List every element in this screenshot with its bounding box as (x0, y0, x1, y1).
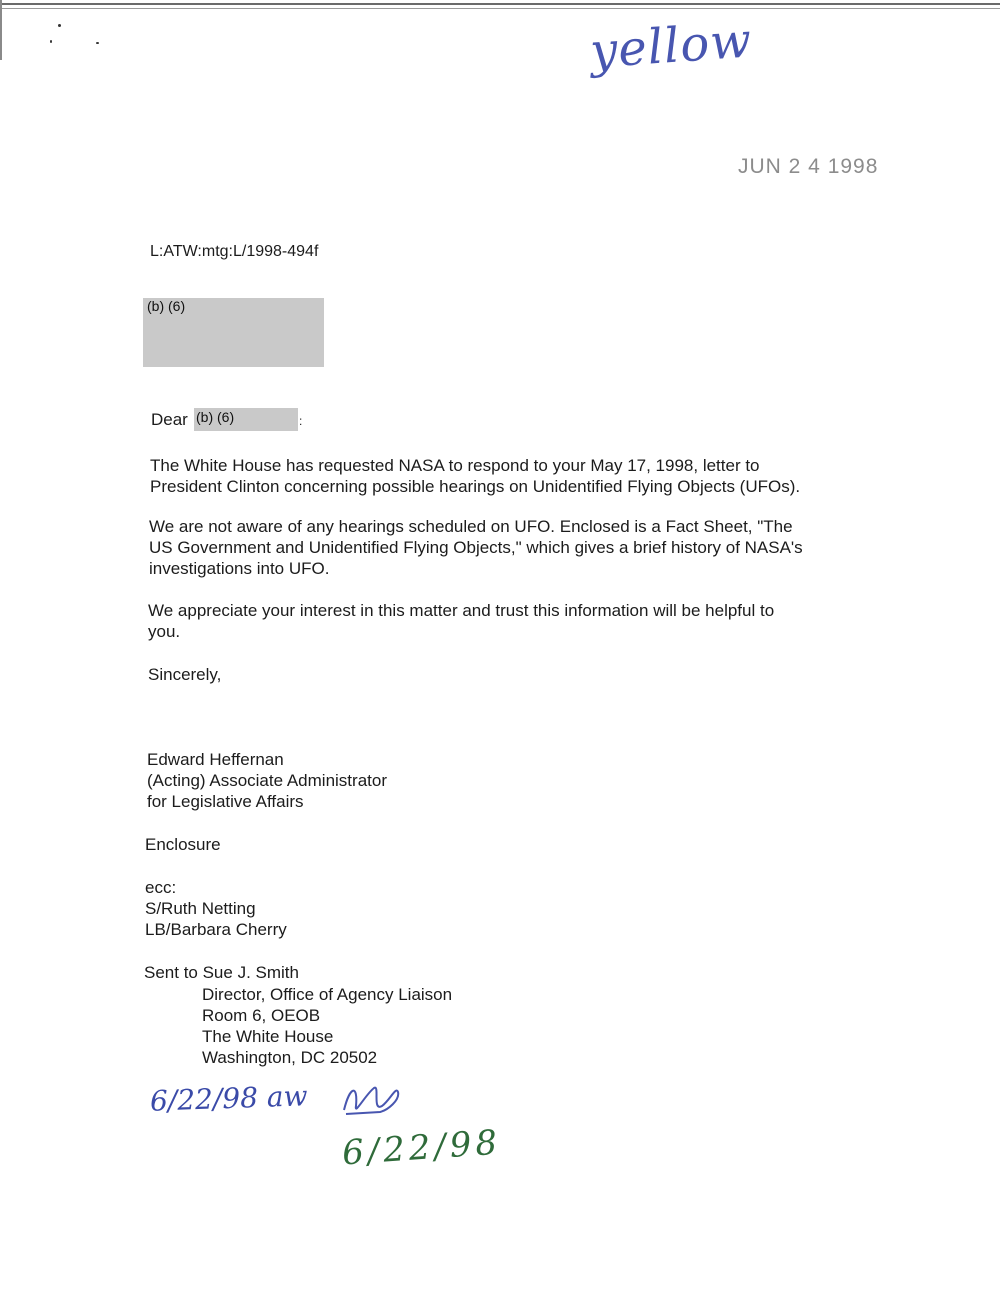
scan-left-edge (0, 0, 2, 60)
signatory-name: Edward Heffernan (147, 750, 284, 769)
handwritten-date-initials: 6/22/98 aw (149, 1079, 309, 1118)
salutation-suffix: : (299, 414, 303, 428)
handwritten-date-2: 6/22/98 (340, 1122, 503, 1174)
enclosure-label: Enclosure (145, 835, 221, 854)
sent-to-address-line: Washington, DC 20502 (202, 1048, 378, 1067)
salutation-prefix: Dear (151, 410, 188, 429)
handwritten-note-yellow: yellow (588, 12, 754, 80)
sent-to-line: Sent to Sue J. Smith (144, 963, 299, 982)
body-line: investigations into UFO. (149, 559, 330, 578)
body-line: We appreciate your interest in this matter and trust this information will be helpful to (148, 601, 775, 620)
scan-top-border (0, 3, 1000, 5)
sent-to-address-line: The White House (202, 1027, 334, 1046)
scan-speck (96, 42, 99, 44)
body-line: The White House has requested NASA to respond to your May 17, 1998, letter to (150, 456, 760, 475)
body-line: President Clinton concerning possible hearings on Unidentified Flying Objects (UFOs). (150, 477, 801, 496)
body-line: We are not aware of any hearings scheduled on UFO. Enclosed is a Fact Sheet, "The (149, 517, 793, 536)
body-line: US Government and Unidentified Flying Objects," which gives a brief history of NASA's (149, 538, 803, 557)
body-paragraph-3 (148, 600, 774, 642)
handwritten-initials-mark (336, 1076, 406, 1122)
body-paragraph-2 (149, 516, 803, 579)
scan-top-border-secondary (0, 8, 1000, 9)
scan-speck (58, 24, 61, 27)
ecc-label: ecc: (145, 878, 177, 897)
sent-to-address-line: Director, Office of Agency Liaison (202, 985, 453, 1004)
body-paragraph-1 (150, 455, 800, 497)
closing: Sincerely, (148, 665, 222, 684)
scan-speck (50, 40, 52, 43)
signatory-title-2: for Legislative Affairs (147, 792, 304, 811)
ecc-recipient: S/Ruth Netting (145, 899, 256, 918)
ecc-recipient: LB/Barbara Cherry (145, 920, 287, 939)
salutation-redaction-label: (b) (6) (196, 409, 235, 425)
received-date-stamp: JUN 2 4 1998 (738, 155, 879, 178)
redaction-label: (b) (6) (147, 298, 186, 314)
sent-to-address-line: Room 6, OEOB (202, 1006, 321, 1025)
body-line: you. (148, 622, 181, 641)
reference-code: L:ATW:mtg:L/1998-494f (150, 243, 319, 260)
signatory-title: (Acting) Associate Administrator (147, 771, 387, 790)
